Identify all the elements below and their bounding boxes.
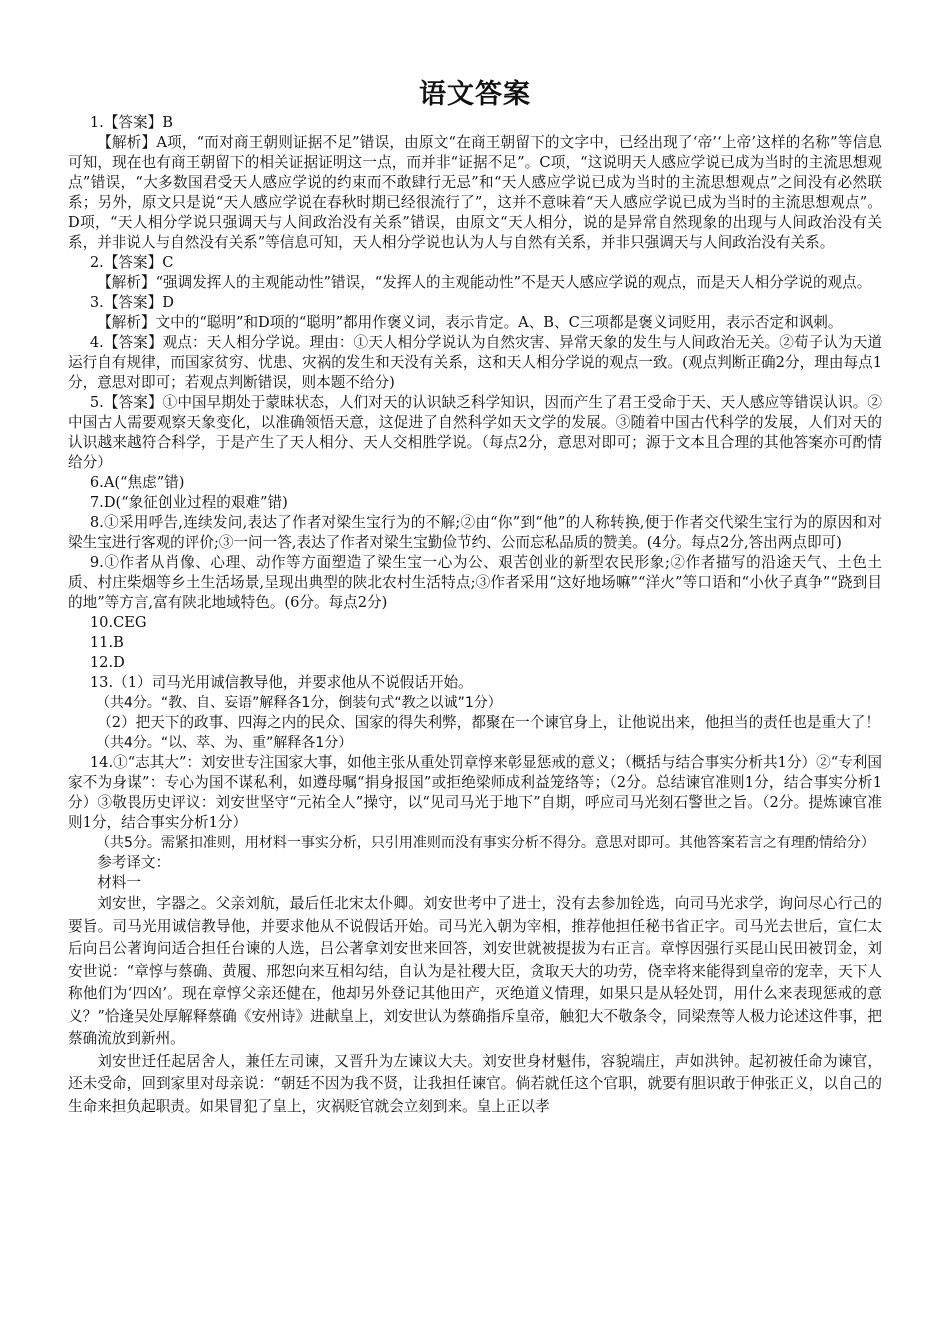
- analysis-2: 【解析】“强调发挥人的主观能动性”错误，“发挥人的主观能动性”不是天人感应学说的观点，而是天人相分学说的观点。: [97, 274, 872, 291]
- answer-13-scoring-2: （共4分。“以、萃、为、重”解释各1分）: [96, 735, 353, 751]
- answer-5: 5.【答案】①中国早期处于蒙昧状态，人们对天的认识缺乏科学知识，因而产生了君王受命于天、天人感应等错误认识。②中国古人需要观察天象变化，以准确领悟天意，这促进了自然科学如天文学的发展。③随着中国古代科学的发展，人们对天的认识越来越符合科学，于是产生了天人相分、天人交相胜学说。（每点2分，意思对即可；源于文本且合理的其他答案亦可酌情给分）: [68, 394, 882, 471]
- answer-6: 6.A(“焦虑”错): [89, 474, 185, 491]
- answer-3: 3.【答案】D: [89, 294, 174, 311]
- page-title: 语文答案: [419, 79, 531, 110]
- answer-14: 14.①“志其大”：刘安世专注国家大事，如他主张从重处罚章惇来彰显惩戒的意义；（概括与结合事实分析共1分）②“专利国家不为身谋”：专心为国不谋私利，如遵母嘱“捐身报国”或拒绝梁师成利益笼络等；（2分。总结谏官准则1分，结合事实分析1分）③敬畏历史评议：刘安世坚守“元祐全人”操守，以“见司马光于地下”自期，呼应司马光刻石警世之旨。（2分。提炼谏官准则1分，结合事实分析1分）: [68, 754, 882, 831]
- answer-13-part-1: 13.（1）司马光用诚信教导他，并要求他从不说假话开始。: [89, 674, 473, 691]
- answer-13-part-2: （2）把天下的政事、四海之内的民众、国家的得失利弊，都聚在一个谏官身上，让他说出来，他担当的责任也是重大了！: [97, 714, 880, 731]
- answer-4: 4.【答案】观点：天人相分学说。理由：①天人相分学说认为自然灾害、异常天象的发生与人间政治无关。②荀子认为天道运行自有规律，而国家贫穷、忧患、灾祸的发生和天没有关系，这和天人相分学说的观点一致。(观点判断正确2分，理由每点1分，意思对即可；若观点判断错误，则本题不给分): [68, 334, 882, 391]
- analysis-3: 【解析】文中的“聪明”和D项的“聪明”都用作褒义词，表示肯定。A、B、C三项都是褒义词贬用，表示否定和讽刺。: [97, 314, 843, 331]
- analysis-1: 【解析】A项，“而对商王朝则证据不足”错误，由原文“在商王朝留下的文字中，已经出现了‘帝’‘上帝’这样的名称”等信息可知，现在也有商王朝留下的相关证据证明这一点，而并非“证据不足”。C项，“这说明天人感应学说已成为当时的主流思想观点”错误，“大多数国君受天人感应学说的约束而不敢肆行无忌”和“天人感应学说已成为当时的主流思想观点”之间没有必然联系；另外，原文只是说“天人感应学说在春秋时期已经很流行了”，这并不意味着“天人感应学说已成为当时的主流思想观点”。D项，“天人相分学说只强调天与人间政治没有关系”错误，由原文“天人相分，说的是异常自然现象的出现与人间政治没有关系，并非说人与自然没有关系”等信息可知，天人相分学说也认为人与自然有关系，并非只强调天与人间政治没有关系。: [68, 134, 882, 251]
- answer-8: 8.①采用呼告,连续发问,表达了作者对梁生宝行为的不解;②由“你”到“他”的人称转换,便于作者交代梁生宝行为的原因和对梁生宝进行客观的评价;③一问一答,表达了作者对梁生宝勤俭节约、公而忘私品质的赞美。(4分。每点2分,答出两点即可): [68, 514, 882, 551]
- translation-paragraph-1: 刘安世，字器之。父亲刘航，最后任北宋太仆卿。刘安世考中了进士，没有去参加铨选，向司马光求学，询问尽心行己的要旨。司马光用诚信教导他，并要求他从不说假话开始。司马光入朝为宰相，推荐他担任秘书省正字。司马光去世后，宣仁太后向吕公著询问适合担任台谏的人选，吕公著拿刘安世来回答，刘安世就被提拔为右正言。章惇因强行买昆山民田被罚金，刘安世说：“章惇与蔡确、黄履、邢恕向来互相勾结，自认为是社稷大臣，贪取天大的功劳，侥幸将来能得到皇帝的宠幸，天下人称他们为‘四凶’。现在章惇父亲还健在，他却另外登记其他田产，灭绝道义情理，如果只是从轻处罚，用什么来表现惩戒的意义？”恰逢吴处厚解释蔡确《安州诗》进献皇上，刘安世认为蔡确指斥皇帝，触犯大不敬条令，同梁焘等人极力论述这件事，把蔡确流放到新州。: [68, 895, 882, 1047]
- answer-2: 2.【答案】C: [89, 254, 174, 271]
- reference-translation-heading: 参考译文：: [97, 854, 171, 871]
- answer-9: 9.①作者从肖像、心理、动作等方面塑造了梁生宝一心为公、艰苦创业的新型农民形象;②作者描写的沿途天气、土色土质、村庄柴烟等乡土生活场景,呈现出典型的陕北农村生活特点;③作者采用“这好地场嘛”“洋火”等口语和“小伙子真争”“跷到目的地”等方言,富有陕北地域特色。(6分。每点2分): [68, 554, 882, 611]
- material-one-heading: 材料一: [97, 874, 141, 891]
- translation-paragraph-2: 刘安世迁任起居舍人，兼任左司谏，又晋升为左谏议大夫。刘安世身材魁伟，容貌端庄，声如洪钟。起初被任命为谏官，还未受命，回到家里对母亲说：“朝廷不因为我不贤，让我担任谏官。倘若就任这个官职，就要有胆识敢于伸张正义，以自己的生命来担负起职责。如果冒犯了皇上，灾祸贬官就会立刻到来。皇上正以孝: [68, 1052, 882, 1115]
- answer-7: 7.D(“象征创业过程的艰难”错): [89, 494, 288, 511]
- answer-1: 1.【答案】B: [89, 114, 173, 131]
- answer-12: 12.D: [89, 654, 125, 671]
- answer-11: 11.B: [89, 634, 124, 651]
- answer-14-scoring: （共5分。需紧扣准则，用材料一事实分析，只引用准则而没有事实分析不得分。意思对即可。其他答案若言之有理酌情给分）: [96, 835, 875, 851]
- answer-10: 10.CEG: [89, 614, 147, 631]
- answer-13-scoring-1: （共4分。“教、自、妄语”解释各1分，倒装句式“教之以诚”1分）: [96, 695, 502, 711]
- answer-document: [68, 78, 882, 1118]
